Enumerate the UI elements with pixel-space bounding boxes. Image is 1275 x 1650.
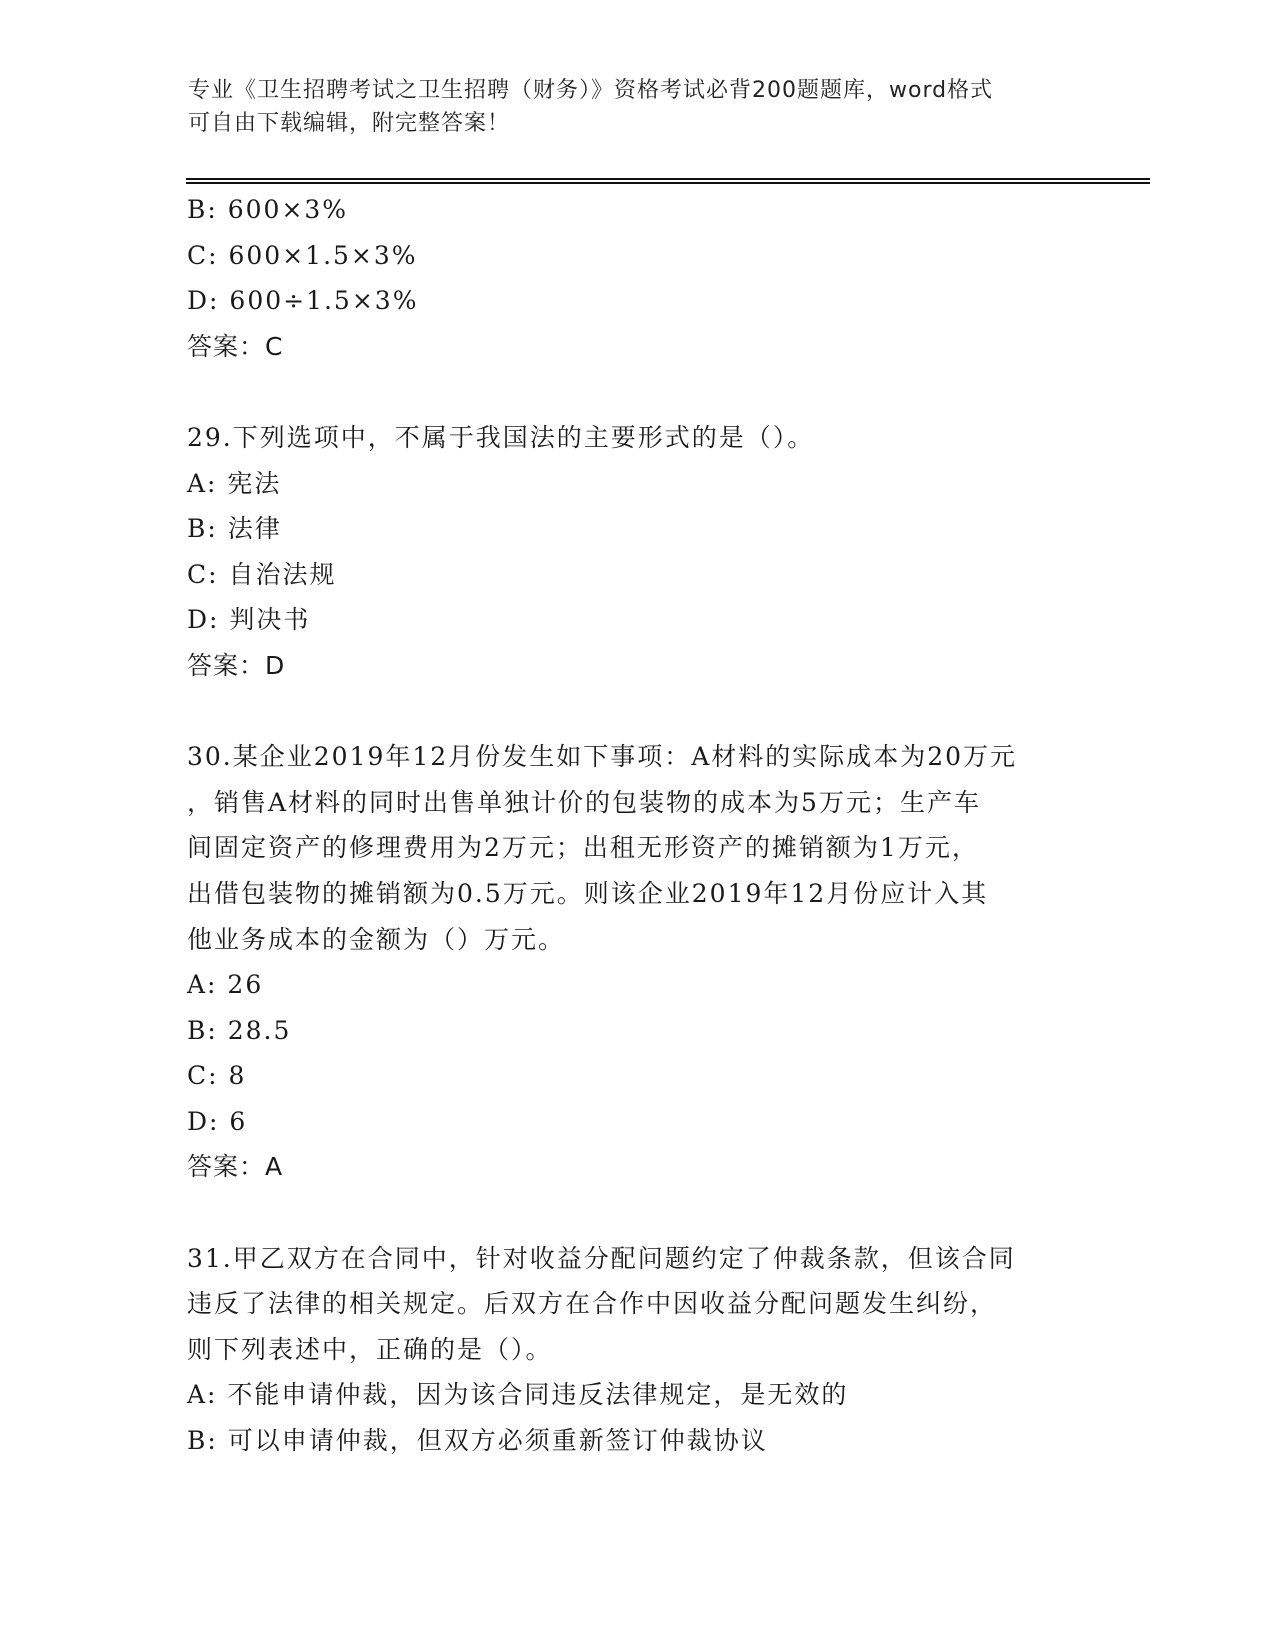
question-31 <box>187 1236 1087 1464</box>
question-stem-line: 违反了法律的相关规定。后双方在合作中因收益分配问题发生纠纷， <box>187 1289 998 1319</box>
answer: 答案：C <box>187 331 284 361</box>
question-list <box>187 187 1087 1464</box>
question-stem-line: 则下列表述中，正确的是（）。 <box>187 1334 553 1364</box>
option-c: C: 8 <box>187 1061 247 1091</box>
question-stem-line: 间固定资产的修理费用为2万元；出租无形资产的摊销额为1万元， <box>187 833 979 863</box>
question-stem-line: ，销售A材料的同时出售单独计价的包装物的成本为5万元；生产车 <box>187 787 981 817</box>
question-29 <box>187 415 1087 689</box>
option-d: D: 判决书 <box>187 605 311 635</box>
question-stem-line: 他业务成本的金额为（）万元。 <box>187 924 566 954</box>
option-b: B: 600×3% <box>187 195 349 224</box>
answer: 答案：D <box>187 650 286 680</box>
header-divider-top <box>186 178 1150 180</box>
document-header <box>188 74 1068 140</box>
question-28 <box>187 187 1087 369</box>
header-divider-bottom <box>186 182 1150 184</box>
option-b: B: 可以申请仲裁，但双方必须重新签订仲裁协议 <box>187 1426 768 1456</box>
option-d: D: 600÷1.5×3% <box>187 286 419 316</box>
option-a: A: 不能申请仲裁，因为该合同违反法律规定，是无效的 <box>187 1380 849 1410</box>
option-b: B: 法律 <box>187 514 282 544</box>
header-title-line-1: 专业《卫生招聘考试之卫生招聘（财务）》资格考试必背200题题库，word格式 <box>188 78 994 103</box>
option-c: C: 自治法规 <box>187 559 337 589</box>
question-30 <box>187 734 1087 1190</box>
option-a: A: 26 <box>187 970 264 1000</box>
question-stem-line: 30.某企业2019年12月份发生如下事项：A材料的实际成本为20万元 <box>187 742 1018 772</box>
question-stem-line: 出借包装物的摊销额为0.5万元。则该企业2019年12月份应计入其 <box>187 878 989 908</box>
option-c: C: 600×1.5×3% <box>187 240 418 270</box>
answer: 答案：A <box>187 1152 284 1182</box>
question-stem: 29.下列选项中，不属于我国法的主要形式的是（）。 <box>187 422 815 452</box>
option-b: B: 28.5 <box>187 1015 292 1045</box>
header-title-line-2: 可自由下载编辑，附完整答案！ <box>188 111 511 136</box>
spacer <box>187 689 1087 735</box>
question-stem-line: 31.甲乙双方在合同中，针对收益分配问题约定了仲裁条款，但该合同 <box>187 1243 1016 1273</box>
option-a: A: 宪法 <box>187 468 282 498</box>
spacer <box>187 369 1087 415</box>
option-d: D: 6 <box>187 1106 248 1136</box>
spacer <box>187 1190 1087 1236</box>
